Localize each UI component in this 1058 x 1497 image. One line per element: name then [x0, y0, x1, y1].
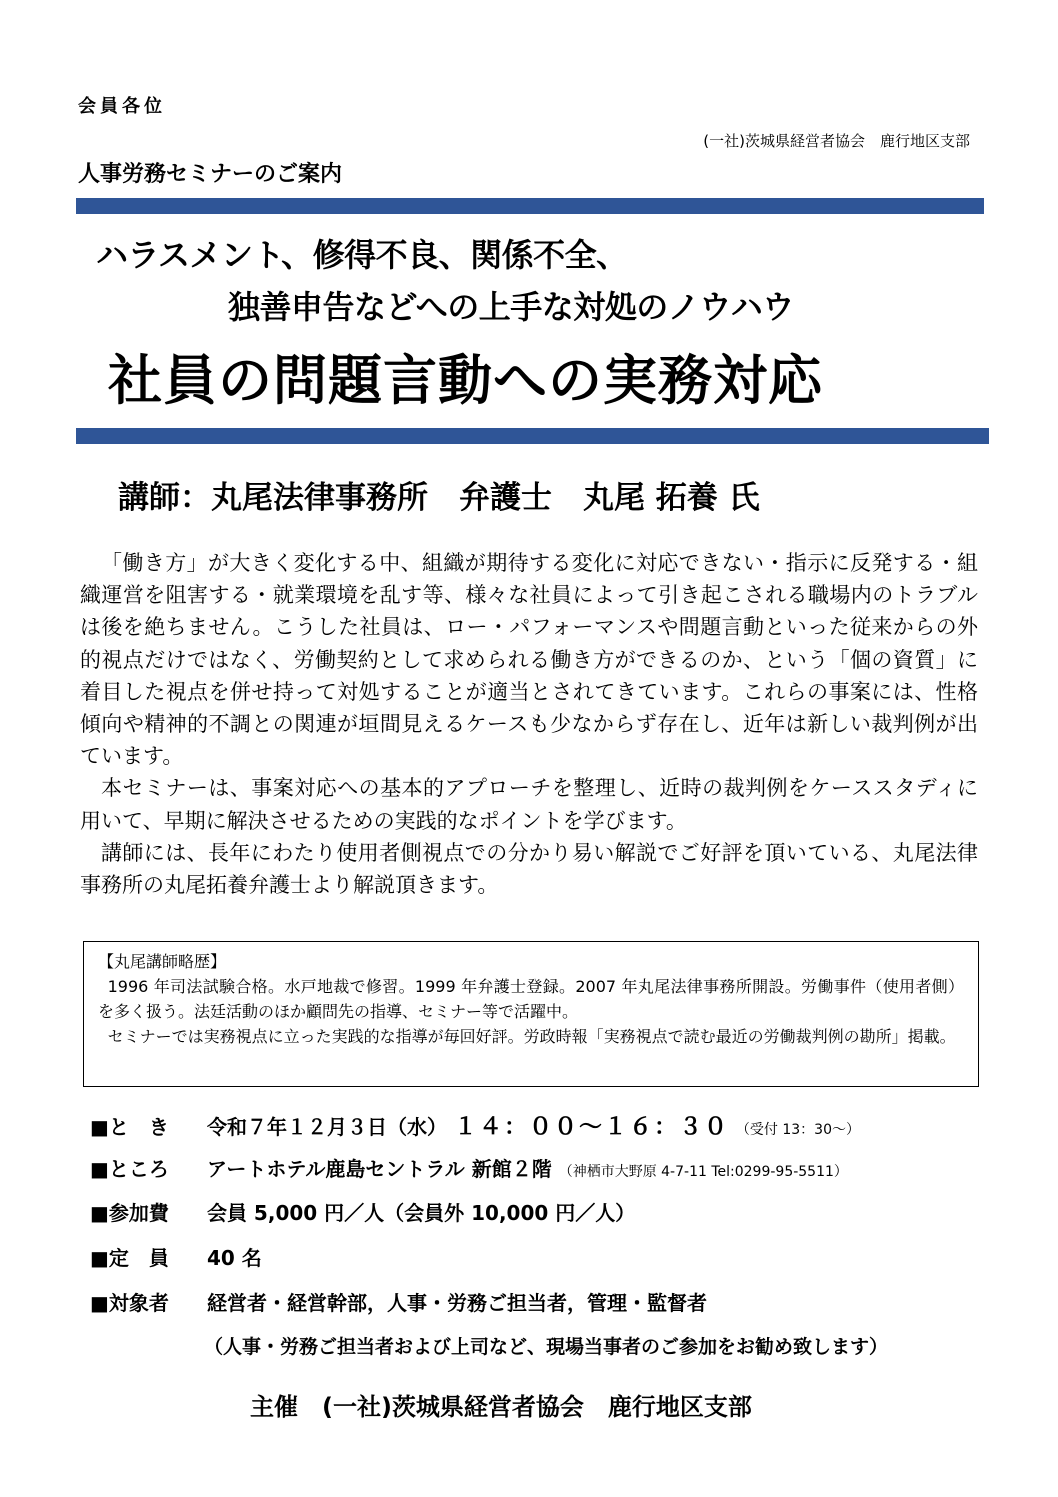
date-time: １４：００～１６：３０	[453, 1114, 729, 1140]
capacity-value: 40 名	[206, 1246, 262, 1270]
capacity-label: ■定 員	[90, 1246, 169, 1270]
addressee: 会員各位	[78, 96, 166, 117]
fee-value: 会員 5,000 円／人（会員外 10,000 円／人）	[206, 1201, 636, 1225]
profile-line-2: セミナーでは実務視点に立った実践的な指導が毎回好評。労政時報「実務視点で読む最近の労働裁判例の勘所」掲載。	[107, 1027, 956, 1046]
fee-label: ■参加費	[90, 1201, 169, 1225]
seminar-guide-title: 人事労務セミナーのご案内	[78, 162, 343, 187]
detail-target	[90, 1287, 707, 1316]
main-title: 社員の問題言動への実務対応	[108, 349, 823, 412]
description-paragraph-1: 「働き方」が大きく変化する中、組織が期待する変化に対応できない・指示に反発する・組織運営を阻害する・就業環境を乱す等、様々な社員によって引き起こされる職場内のトラブルは後を絶ちません。こうした社員は、ロー・パフォーマンスや問題言動といった従来からの外的視点だけではなく、労働契約として求められる働き方ができるのか、という「個の資質」に着目した視点を併せ持って対処することが適当とされてきています。これらの事案には、性格傾向や精神的不調との関連が垣間見えるケースも少なからず存在し、近年は新しい裁判例が出ています。	[80, 551, 978, 769]
target-label: ■対象者	[90, 1291, 169, 1315]
description	[80, 547, 978, 901]
detail-place	[90, 1153, 848, 1182]
detail-fee	[90, 1197, 635, 1226]
date-reception: （受付 13：30～）	[735, 1122, 860, 1138]
detail-capacity	[90, 1242, 262, 1271]
target-note: （人事・労務ご担当者および上司など、現場当事者のご参加をお勧め致します）	[204, 1336, 889, 1358]
place-label: ■ところ	[90, 1157, 169, 1181]
date-day: 令和７年１２月３日（水）	[206, 1115, 447, 1139]
description-paragraph-2: 本セミナーは、事案対応への基本的アプローチを整理し、近時の裁判例をケーススタディに用いて、早期に解決させるための実践的なポイントを学びます。	[80, 776, 978, 833]
accent-bar-top	[76, 198, 984, 214]
place-address: （神栖市大野原 4-7-11 Tel:0299-95-5511）	[558, 1164, 848, 1180]
profile-heading: 【丸尾講師略歴】	[98, 952, 227, 971]
accent-bar-bottom	[76, 428, 989, 444]
description-paragraph-3: 講師には、長年にわたり使用者側視点での分かり易い解説でご好評を頂いている、丸尾法律事務所の丸尾拓養弁護士より解説頂きます。	[80, 840, 978, 898]
lecturer-line: 講師：丸尾法律事務所 弁護士 丸尾 拓養 氏	[118, 480, 760, 516]
subtitle-line-2: 独善申告などへの上手な対処のノウハウ	[228, 288, 794, 326]
lecturer-profile-box	[83, 941, 979, 1087]
date-label: ■と き	[90, 1115, 169, 1139]
subtitle-line-1: ハラスメント、修得不良、関係不全、	[96, 236, 628, 274]
host-organization: 主催 (一社)茨城県経営者協会 鹿行地区支部	[250, 1393, 752, 1421]
organization-name: (一社)茨城県経営者協会 鹿行地区支部	[703, 132, 970, 150]
place-name: アートホテル鹿島セントラル 新館２階	[206, 1157, 552, 1181]
target-value: 経営者・経営幹部，人事・労務ご担当者，管理・監督者	[206, 1291, 707, 1315]
profile-line-1: 1996 年司法試験合格。水戸地裁で修習。1999 年弁護士登録。2007 年丸尾法律事務所開設。労働事件（使用者側）を多く扱う。法廷活動のほか顧問先の指導、セミナー等で活躍中。	[98, 977, 964, 1021]
detail-date	[90, 1108, 860, 1141]
